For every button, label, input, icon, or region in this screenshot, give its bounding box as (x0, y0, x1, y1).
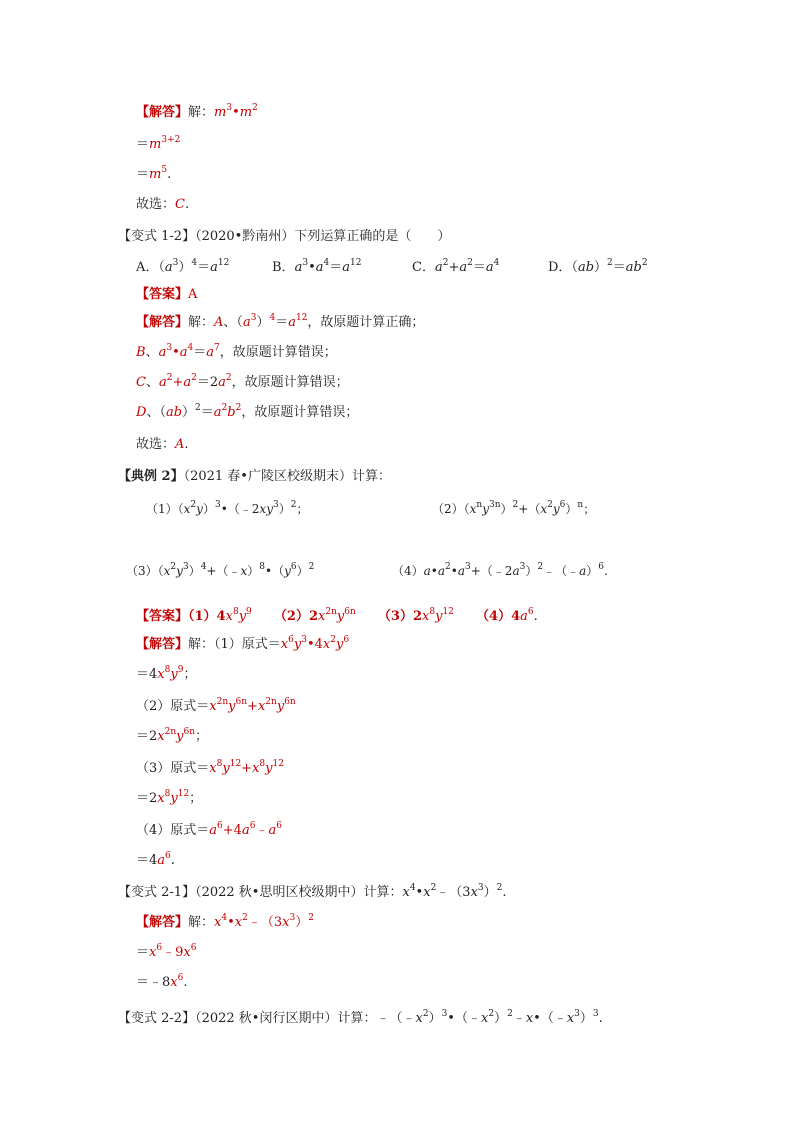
example-2-part-3: $(3)(x^2y^3)^4+(﹣x)^8•(y^6)^2$ (126, 562, 315, 578)
solution-2-2: （2）原式$=x^{2n}y^{6n}+x^{2n}y^{6n}$ (136, 697, 296, 714)
answer-2: 【答案】$(1)4x^8y^9$ $(2)2x^{2n}y^{6n}$ $(3)2x^8y^{12}$ $(4)4a^6$. (136, 607, 538, 624)
solution-2-1-final: $=﹣8x^6$. (136, 973, 188, 990)
solution-choice: 故选：C. (136, 197, 190, 212)
solution-line-3: $=m^5$. (136, 165, 172, 182)
solution-1-2-b: B、$a^3•a^4=a^7$，故原题计算错误； (136, 343, 337, 360)
example-2-part-1: $(1)(x^2y)^3•(﹣2xy^3)^2$； (146, 500, 309, 516)
solution-2-2-result: $=2x^{2n}y^{6n}$； (136, 727, 209, 744)
option-b: B．$a^3•a^4=a^{12}$ (272, 258, 362, 275)
question-2-2-stem: 【变式 2-2】（2022 秋•闵行区期中）计算：$﹣(﹣x^2)^3•(﹣x^2)^2﹣x•(﹣x^3)^3$. (118, 1009, 603, 1026)
option-a: A．$(a^3)^4=a^{12}$ (136, 258, 230, 275)
solution-1-2-choice: 故选：A. (136, 437, 189, 452)
example-2-part-2: $(2)(x^ny^{3n})^2+(x^2y^6)^n$； (432, 500, 596, 516)
solution-2-3-result: $=2x^8y^{12}$； (136, 789, 203, 806)
answer-1-2: 【答案】A (136, 287, 198, 302)
solution-line-1: 【解答】解：$m^3•m^2$ (136, 103, 258, 120)
solution-2-3: （3）原式$=x^8y^{12}+x^8y^{12}$ (136, 759, 284, 776)
solution-2-1-result: $=4x^8y^9$； (136, 665, 197, 682)
option-d: D．$(ab)^2=ab^2$ (548, 258, 648, 275)
solution-1-2-d: D、$(ab)^2=a^2b^2$，故原题计算错误； (136, 403, 359, 420)
solution-2-4: （4）原式$=a^6+4a^6﹣a^6$ (136, 821, 282, 838)
question-1-2-stem: 【变式 1-2】（2020•黔南州）下列运算正确的是（ ） (118, 229, 451, 244)
example-2-part-4: $(4)a•a^2•a^3+(﹣2a^3)^2﹣(﹣a)^6$. (392, 562, 608, 578)
solution-1-2-c: C、$a^2+a^2=2a^2$，故原题计算错误； (136, 373, 349, 390)
solution-2-1: 【解答】解：（1）原式$=x^6y^3•4x^2y^6$ (136, 635, 350, 652)
solution-line-2: $=m^{3+2}$ (136, 135, 181, 152)
solution-2-4-result: $=4a^6$. (136, 851, 175, 868)
example-2-stem: 【典例 2】（2021 春•广陵区校级期末）计算： (118, 469, 391, 484)
question-2-1-stem: 【变式 2-1】（2022 秋•思明区校级期中）计算：$x^4•x^2﹣(3x^3)^2$. (118, 883, 507, 900)
solution-2-1-step: $=x^6﹣9x^6$ (136, 943, 197, 960)
option-c: C．$a^2+a^2=a^4$ (412, 258, 500, 275)
solution-1-2-a: 【解答】解：A、$(a^3)^4=a^{12}$，故原题计算正确； (136, 313, 425, 330)
solution-2-1-variant: 【解答】解：$x^4•x^2﹣(3x^3)^2$ (136, 913, 314, 930)
